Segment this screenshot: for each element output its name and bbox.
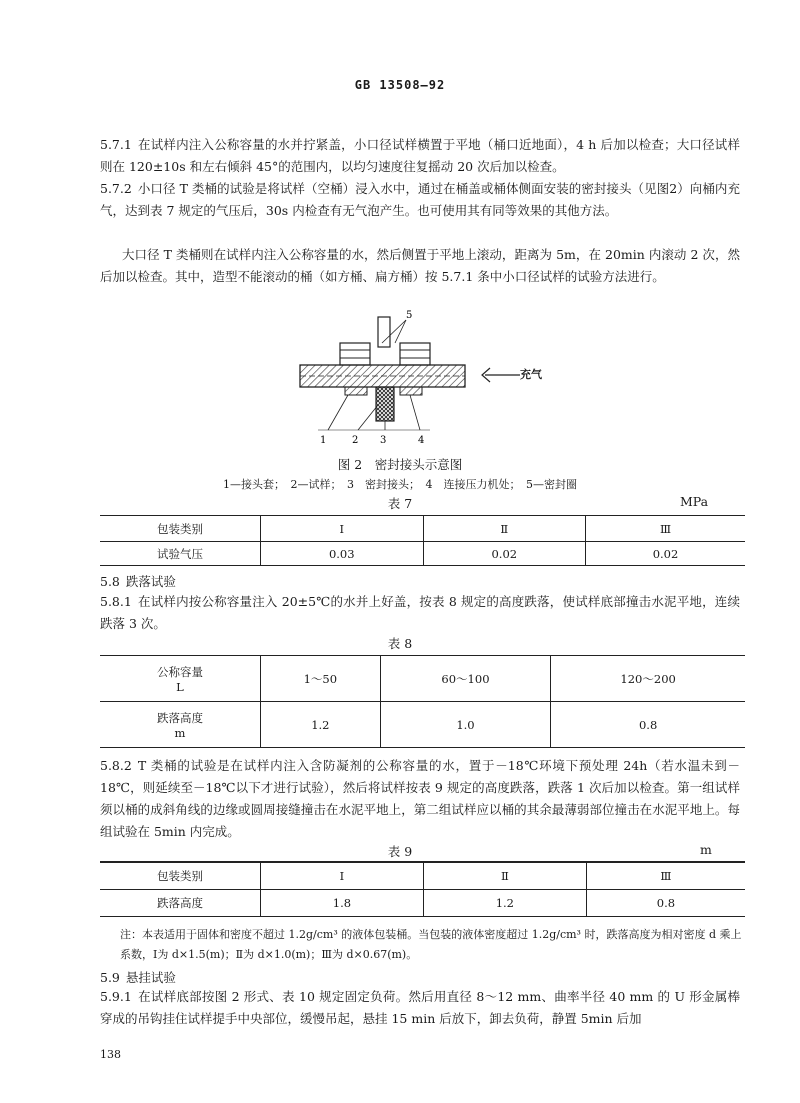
table-9-caption: 表 9 [387, 844, 413, 859]
page-number: 138 [100, 1048, 121, 1061]
section-5-8 [100, 572, 176, 590]
table-cell: 0.02 [423, 542, 586, 566]
section-number: 5.8 [100, 574, 120, 589]
table-cell: 1～50 [261, 656, 381, 702]
table-cell: Ⅱ [423, 516, 586, 542]
table-cell: 1.2 [261, 702, 381, 748]
callout-1: 1 [320, 435, 327, 446]
table-cell: 0.03 [261, 542, 424, 566]
row-unit: L [176, 679, 184, 694]
table-row [100, 542, 745, 566]
table-cell [100, 656, 261, 702]
table-9-note: 注：本表适用于固体和密度不超过 1.2g/cm³ 的液体包装桶。当包装的液体密度超过 1.2g/cm³ 时，跌落高度为相对密度 d 乘上系数，Ⅰ为 d×1.5(m)；Ⅱ为 d×1.0(m)；Ⅲ为 d×0.67(m)。 [120, 928, 742, 961]
paragraph-5-8-1 [100, 591, 740, 635]
table-cell: Ⅰ [261, 516, 424, 542]
row-unit: m [174, 725, 186, 740]
table-cell: 1.2 [423, 889, 586, 916]
table-cell: 0.02 [586, 542, 745, 566]
clause-number: 5.7.1 [100, 137, 132, 152]
table-cell: 包装类别 [100, 516, 261, 542]
table-cell: 0.8 [551, 702, 745, 748]
table-9-unit: m [700, 842, 712, 857]
clause-text: T 类桶的试验是在试样内注入含防凝剂的公称容量的水，置于－18℃环境下预处理 24h（若水温未到－18℃，则延续至－18℃以下才进行试验），然后将试样按表 9 规定的高度跌落，跌落 1 次后加以检查。第一组试样须以桶的成斜角线的边缘或圆周接缝撞击在水泥平地上，第二组试样应以桶的其余最薄弱部位撞击在水泥平地上。每组试验在 5min 内完成。 [100, 758, 740, 839]
section-5-9 [100, 968, 176, 986]
table-cell: Ⅰ [261, 862, 424, 889]
figure-caption: 图 2 密封接头示意图 [337, 457, 463, 472]
callout-4: 4 [418, 435, 425, 446]
paragraph-5-7-2-cont: 大口径 T 类桶则在试样内注入公称容量的水，然后侧置于平地上滚动，距离为 5m，在 20min 内滚动 2 次，然后加以检查。其中，造型不能滚动的桶（如方桶、扁方桶）按 5.7.1 条中小口径试样的试验方法进行。 [100, 247, 740, 284]
row-label: 公称容量 [157, 664, 203, 679]
clause-text: 在试样内注入公称容量的水并拧紧盖，小口径试样横置于平地（桶口近地面），4 h 后加以检查；大口径试样则在 120±10s 和左右倾斜 45°的范围内，以均匀速度往复摇动 20 次后加以检查。 [100, 137, 740, 174]
arrow-label: 充气 [520, 368, 542, 381]
table-cell: 1.8 [261, 889, 424, 916]
clause-text: 在试样内按公称容量注入 20±5℃的水并上好盖，按表 8 规定的高度跌落，使试样底部撞击水泥平地，连续跌落 3 次。 [100, 594, 740, 631]
figure-seal-joint [290, 305, 520, 454]
seal-joint-diagram [290, 305, 520, 450]
table-7-unit: MPa [680, 494, 709, 509]
paragraph-5-9-1 [100, 986, 740, 1030]
clause-number: 5.9.1 [100, 989, 132, 1004]
table-row [100, 516, 745, 542]
table-cell: 120～200 [551, 656, 745, 702]
callout-5: 5 [406, 310, 413, 321]
paragraph-5-7-2 [100, 178, 740, 222]
callout-3: 3 [380, 435, 387, 446]
clause-number: 5.7.2 [100, 181, 132, 196]
clause-number: 5.8.2 [100, 758, 132, 773]
clause-number: 5.8.1 [100, 594, 132, 609]
table-row [100, 656, 745, 702]
table-cell: Ⅲ [586, 516, 745, 542]
clause-text: 在试样底部按图 2 形式、表 10 规定固定负荷。然后用直径 8～12 mm、曲率半径 40 mm 的 U 形金属棒穿成的吊钩挂住试样提手中央部位，缓慢吊起，悬挂 15 min 后放下，卸去负荷，静置 5min 后加 [100, 989, 740, 1026]
table-row [100, 702, 745, 748]
section-title: 悬挂试验 [125, 970, 176, 985]
table-7 [100, 515, 745, 566]
table-cell: 0.8 [586, 889, 745, 916]
table-8-caption: 表 8 [387, 636, 413, 651]
page-header: GB 13508—92 [354, 78, 446, 92]
table-cell: Ⅲ [586, 862, 745, 889]
row-label: 跌落高度 [157, 710, 203, 725]
table-row [100, 889, 745, 916]
clause-text: 小口径 T 类桶的试验是将试样（空桶）浸入水中，通过在桶盖或桶体侧面安装的密封接头（见图2）向桶内充气，达到表 7 规定的气压后，30s 内检查有无气泡产生。也可使用其有同等效果的其他方法。 [100, 181, 740, 218]
table-cell [100, 702, 261, 748]
table-9 [100, 861, 745, 917]
section-number: 5.9 [100, 970, 120, 985]
table-8 [100, 655, 745, 748]
table-cell: 跌落高度 [100, 889, 261, 916]
callout-2: 2 [352, 435, 359, 446]
figure-legend: 1—接头套； 2—试样； 3 密封接头； 4 连接压力机处； 5—密封圈 [223, 478, 577, 491]
table-cell: 试验气压 [100, 542, 261, 566]
table-cell: 包装类别 [100, 862, 261, 889]
paragraph-5-7-1 [100, 134, 740, 178]
paragraph-5-8-2 [100, 755, 740, 843]
table-7-caption: 表 7 [387, 496, 413, 511]
table-row [100, 862, 745, 889]
table-cell: 60～100 [380, 656, 551, 702]
table-cell: 1.0 [380, 702, 551, 748]
table-cell: Ⅱ [423, 862, 586, 889]
section-title: 跌落试验 [125, 574, 176, 589]
